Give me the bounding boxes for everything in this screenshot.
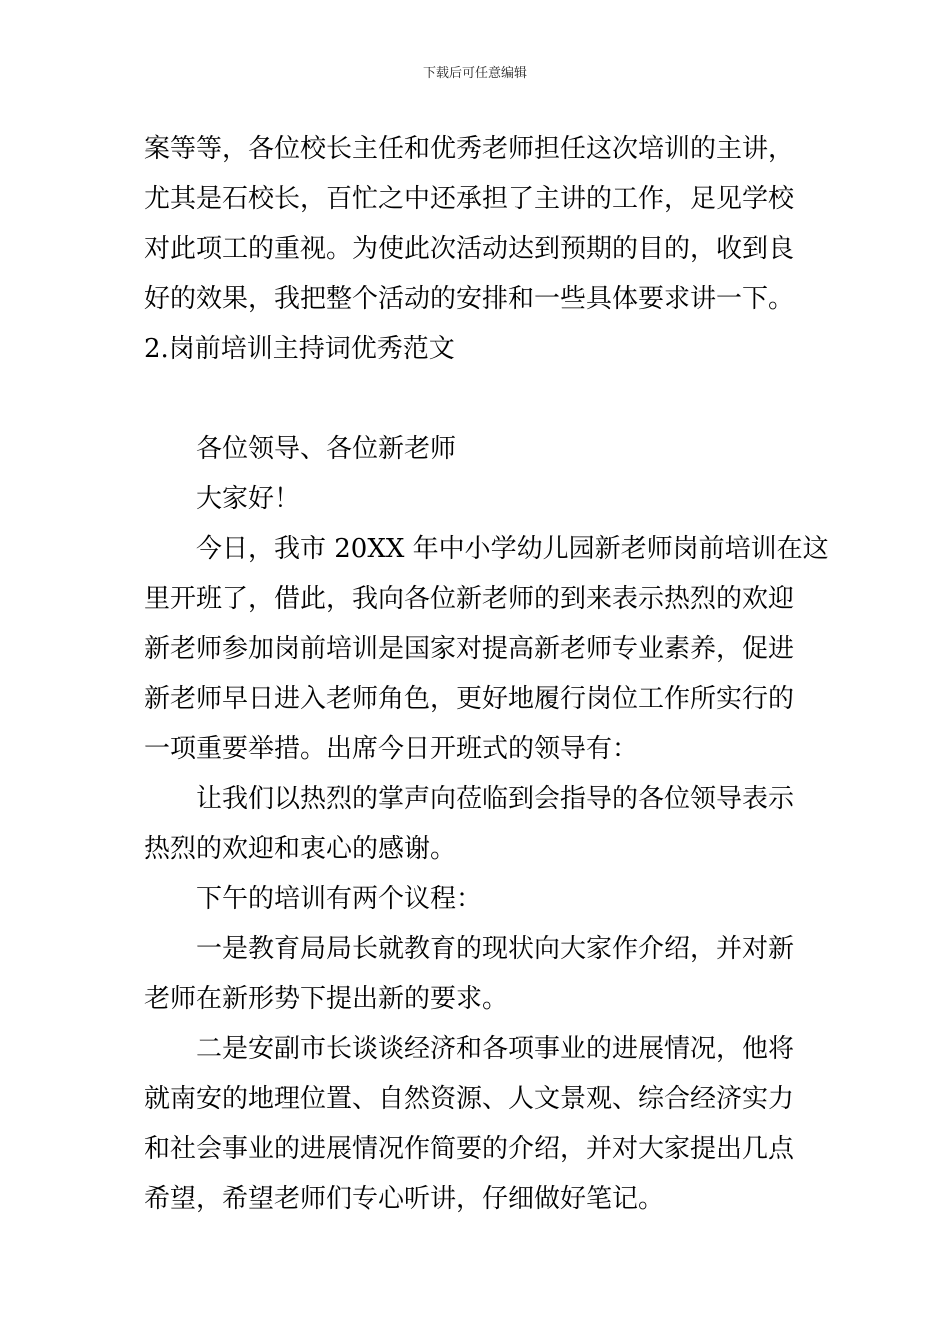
paragraph-line: 案等等，各位校长主任和优秀老师担任这次培训的主讲， (144, 134, 795, 164)
paragraph-line: 好的效果，我把整个活动的安排和一些具体要求讲一下。 (144, 284, 795, 314)
paragraph-line: 和社会事业的进展情况作简要的介绍，并对大家提出几点 (144, 1134, 795, 1164)
paragraph-line: 今日，我市 20XX 年中小学幼儿园新老师岗前培训在这 (196, 534, 829, 564)
paragraph-line: 里开班了，借此，我向各位新老师的到来表示热烈的欢迎 (144, 584, 795, 614)
paragraph-line: 一是教育局局长就教育的现状向大家作介绍，并对新 (196, 934, 795, 964)
document-body (144, 124, 829, 1224)
page-header: 下载后可任意编辑 (422, 66, 527, 81)
paragraph-line: 老师在新形势下提出新的要求。 (144, 984, 509, 1014)
paragraph-line: 尤其是石校长，百忙之中还承担了主讲的工作，足见学校 (144, 184, 795, 214)
paragraph-line: 二是安副市长谈谈经济和各项事业的进展情况，他将 (196, 1034, 795, 1064)
paragraph-line: 对此项工的重视。为使此次活动达到预期的目的，收到良 (144, 234, 795, 264)
paragraph-line: 让我们以热烈的掌声向莅临到会指导的各位领导表示 (196, 784, 795, 814)
greeting-line: 各位领导、各位新老师 (196, 434, 457, 464)
paragraph-line: 就南安的地理位置、自然资源、人文景观、综合经济实力 (144, 1084, 795, 1114)
paragraph-line: 下午的培训有两个议程： (196, 884, 483, 914)
paragraph-line: 新老师早日进入老师角色，更好地履行岗位工作所实行的 (144, 684, 795, 714)
section-heading: 2.岗前培训主持词优秀范文 (144, 334, 455, 364)
paragraph-line: 一项重要举措。出席今日开班式的领导有： (144, 734, 639, 764)
paragraph-line: 热烈的欢迎和衷心的感谢。 (144, 834, 457, 864)
paragraph-line: 希望，希望老师们专心听讲，仔细做好笔记。 (144, 1184, 665, 1214)
paragraph-line: 新老师参加岗前培训是国家对提高新老师专业素养，促进 (144, 634, 795, 664)
hello-line: 大家好！ (196, 484, 301, 514)
blank-line (144, 374, 808, 424)
